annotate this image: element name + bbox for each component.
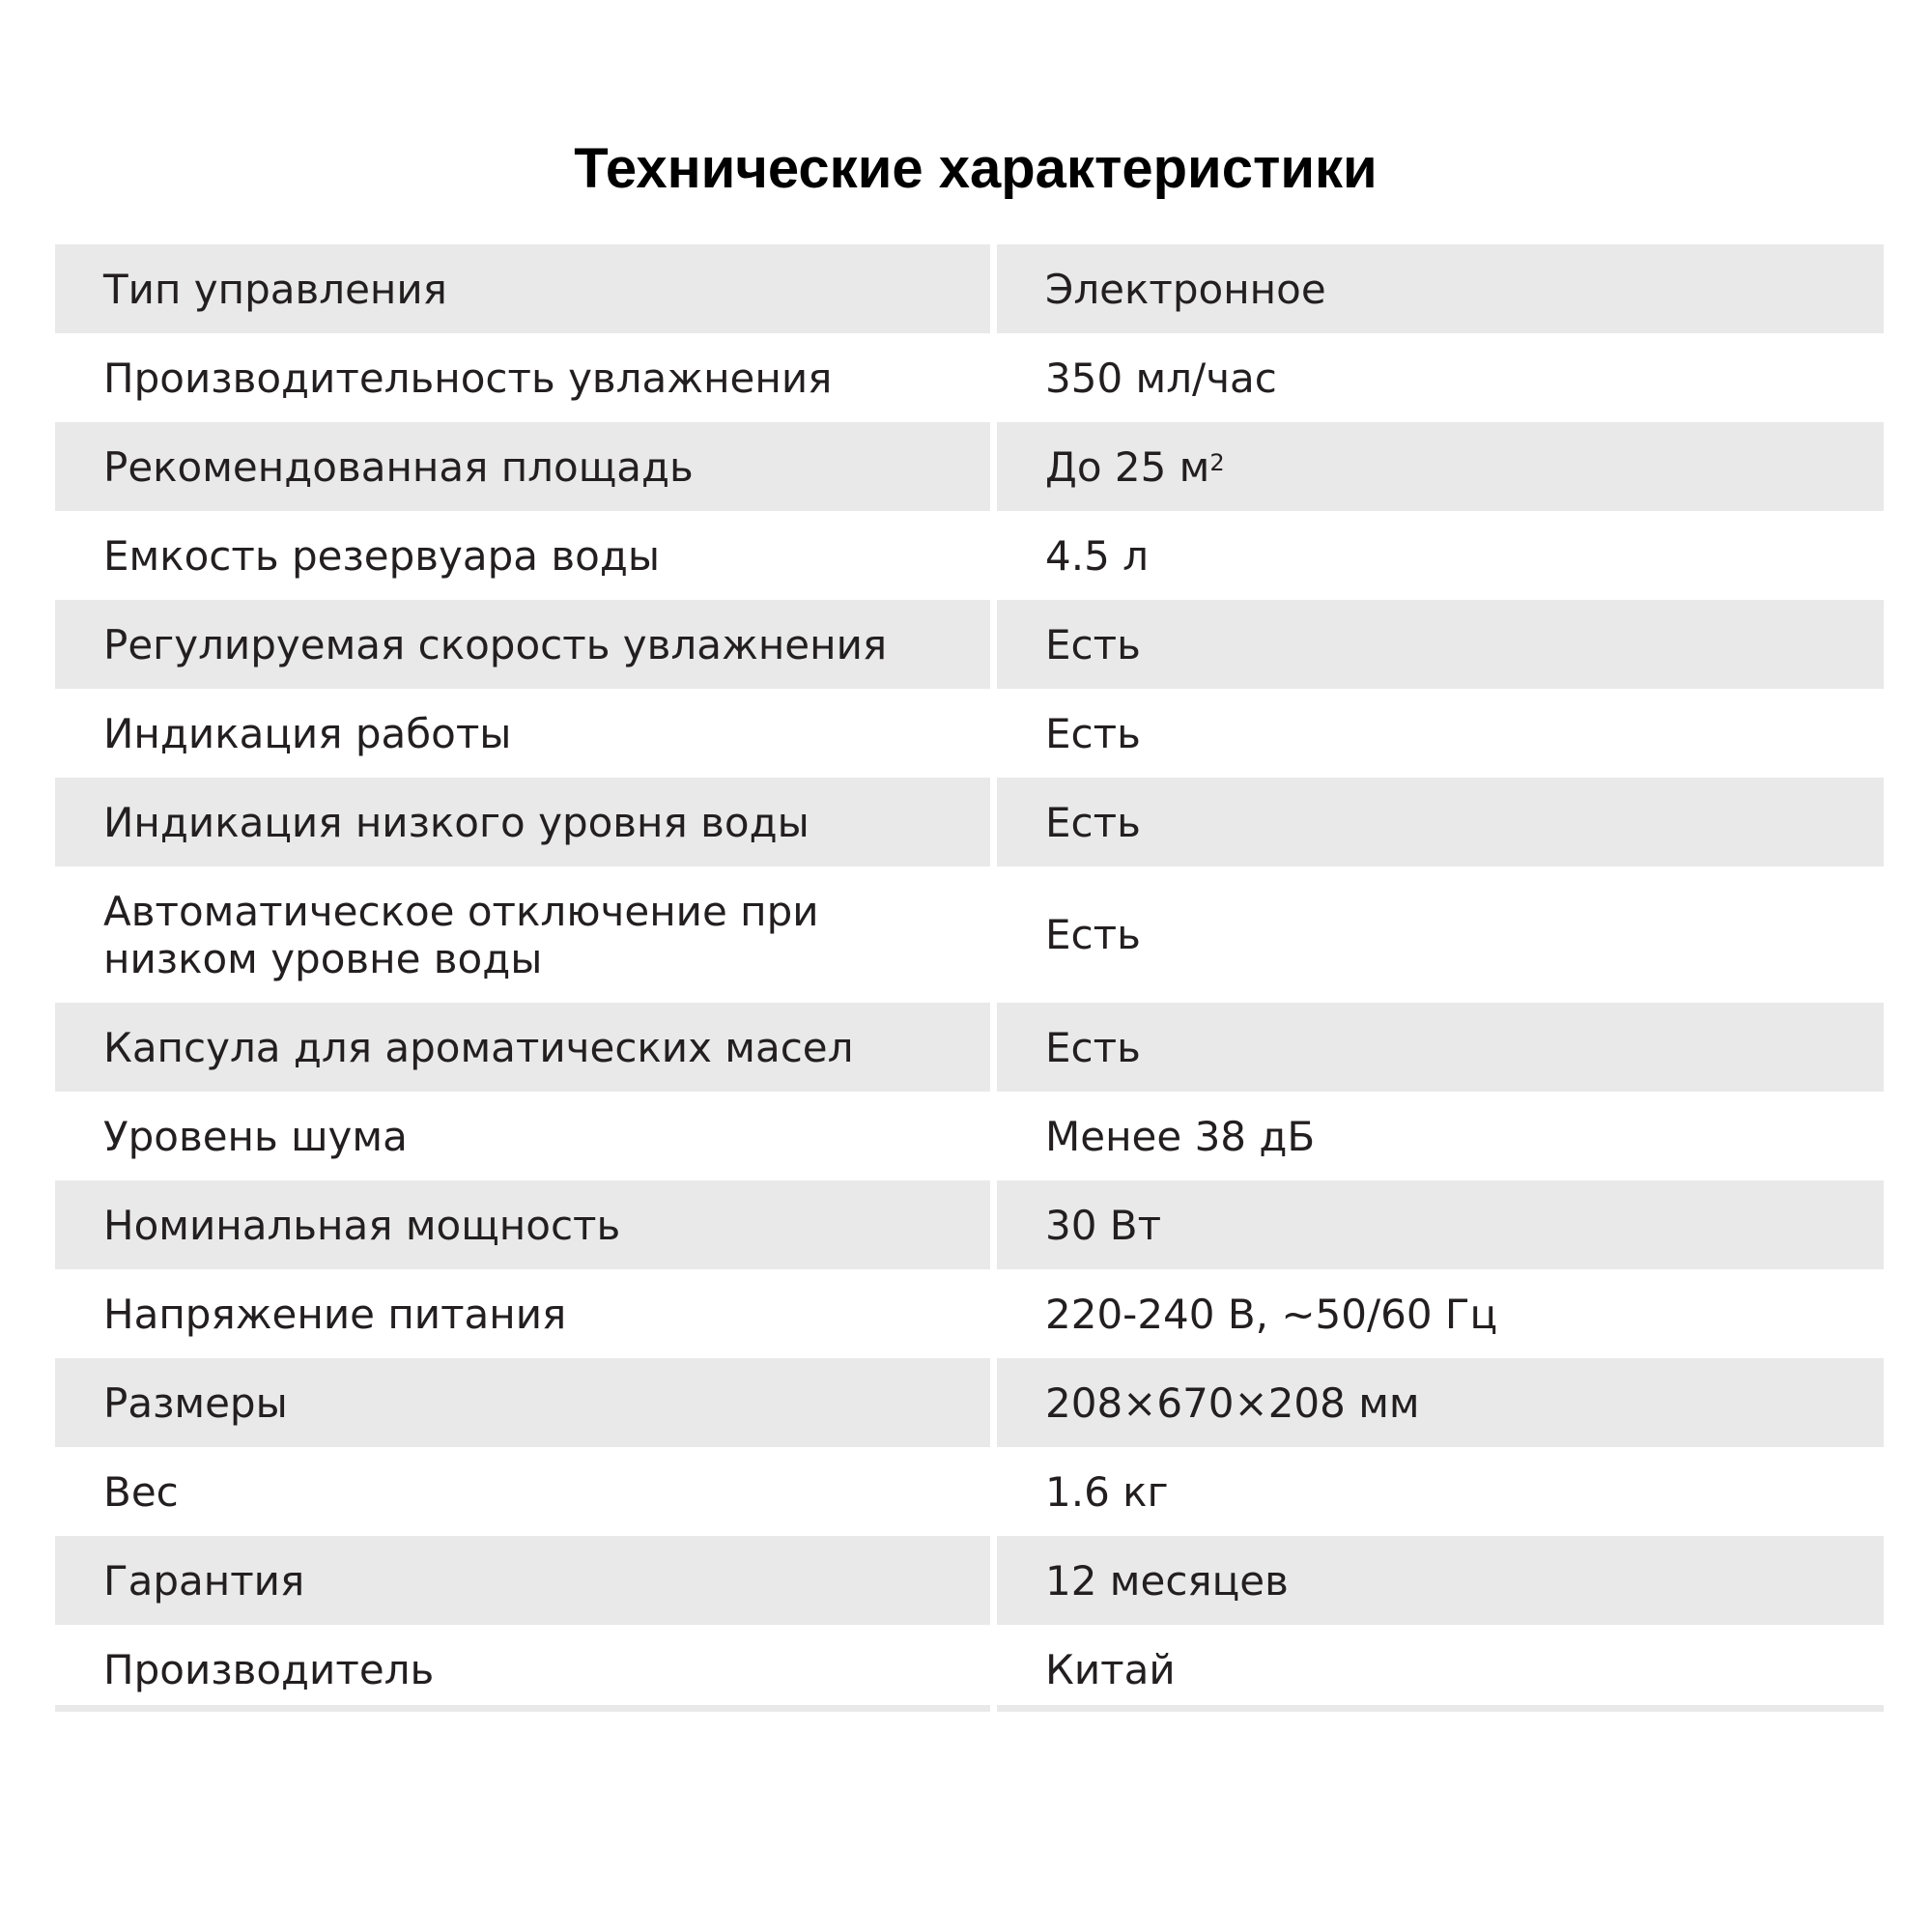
spec-value: Китай — [1045, 1645, 1176, 1693]
spec-label: Производительность увлажнения — [103, 354, 833, 402]
spec-value: 12 месяцев — [997, 1536, 1884, 1625]
spec-value: Есть — [997, 600, 1884, 689]
spec-row-manufacturer — [55, 1625, 1884, 1714]
spec-value: Менее 38 дБ — [1045, 1112, 1316, 1160]
spec-label: Индикация работы — [103, 709, 512, 757]
spec-value-text: До 25 м — [1045, 442, 1210, 491]
page-title: Технические характеристики — [574, 137, 1378, 200]
spec-value: Есть — [997, 778, 1884, 867]
table-bottom-divider — [55, 1705, 1884, 1712]
spec-row-recommended-area — [55, 422, 1884, 511]
spec-label: Индикация низкого уровня воды — [55, 778, 990, 867]
spec-value: Электронное — [997, 244, 1884, 333]
spec-row-auto-shutoff — [55, 867, 1884, 1003]
spec-row-control-type — [55, 244, 1884, 333]
spec-row-adjustable-speed — [55, 600, 1884, 689]
spec-row-tank-capacity — [55, 511, 1884, 600]
spec-row-supply-voltage — [55, 1269, 1884, 1358]
spec-table — [55, 244, 1884, 1714]
spec-row-noise-level — [55, 1092, 1884, 1180]
spec-label: Размеры — [55, 1358, 990, 1447]
spec-label: Капсула для ароматических масел — [55, 1003, 990, 1092]
divider-segment-right — [997, 1705, 1884, 1712]
spec-value: 220-240 В, ~50/60 Гц — [1045, 1290, 1498, 1338]
spec-label: Напряжение питания — [103, 1290, 567, 1338]
spec-value: Есть — [997, 1003, 1884, 1092]
spec-value: Есть — [1045, 709, 1141, 757]
spec-value: 1.6 кг — [1045, 1467, 1169, 1516]
spec-row-warranty — [55, 1536, 1884, 1625]
spec-label: Емкость резервуара воды — [103, 531, 661, 580]
spec-value: 4.5 л — [1045, 531, 1149, 580]
spec-label: Рекомендованная площадь — [55, 422, 990, 511]
spec-value: 350 мл/час — [1045, 354, 1277, 402]
spec-value: 208×670×208 мм — [997, 1358, 1884, 1447]
spec-row-weight — [55, 1447, 1884, 1536]
spec-row-operation-indicator — [55, 689, 1884, 778]
spec-value: Есть — [1045, 911, 1141, 958]
spec-label: Уровень шума — [103, 1112, 408, 1160]
spec-label: Тип управления — [55, 244, 990, 333]
spec-row-rated-power — [55, 1180, 1884, 1269]
spec-value: 30 Вт — [997, 1180, 1884, 1269]
spec-label: Производитель — [103, 1645, 435, 1693]
spec-label: Регулируемая скорость увлажнения — [55, 600, 990, 689]
spec-label: Автоматическое отключение при низком уровне воды — [103, 887, 819, 982]
divider-segment-left — [55, 1705, 990, 1712]
spec-row-dimensions — [55, 1358, 1884, 1447]
spec-label: Гарантия — [55, 1536, 990, 1625]
spec-value: До 25 м $^2$ — [997, 422, 1884, 511]
spec-label: Вес — [103, 1467, 179, 1516]
spec-row-humidification-output — [55, 333, 1884, 422]
spec-label: Номинальная мощность — [55, 1180, 990, 1269]
spec-row-aroma-capsule — [55, 1003, 1884, 1092]
spec-row-low-water-indicator — [55, 778, 1884, 867]
